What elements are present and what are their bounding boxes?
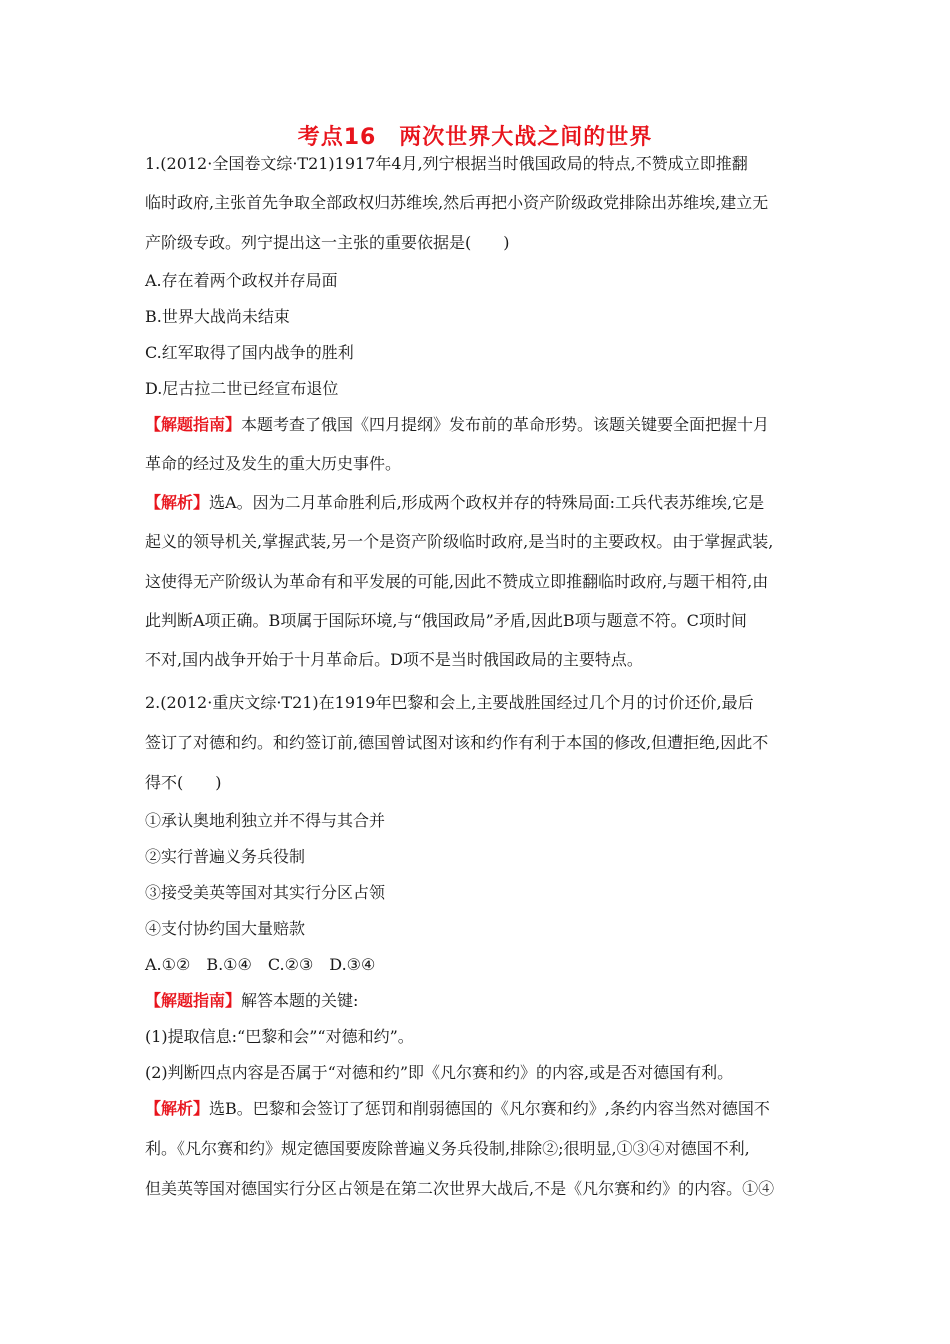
q1-option-c: C.红军取得了国内战争的胜利	[145, 343, 354, 362]
q1-analysis-line: 不对,国内战争开始于十月革命后。D项不是当时俄国政局的主要特点。	[145, 650, 643, 669]
q2-item: ③接受美英等国对其实行分区占领	[145, 883, 386, 902]
q1-stem-line: 1.(2012·全国卷文综·T21)1917年4月,列宁根据当时俄国政局的特点,不赞成立即推翻	[145, 154, 748, 173]
q2-guide-line: (1)提取信息:“巴黎和会”“对德和约”。	[145, 1027, 414, 1046]
q1-analysis-line: 此判断A项正确。B项属于国际环境,与“俄国政局”矛盾,因此B项与题意不符。C项时间	[145, 611, 747, 630]
q1-option-b: B.世界大战尚未结束	[145, 307, 290, 326]
q1-option-d: D.尼古拉二世已经宣布退位	[145, 379, 339, 398]
analysis-tag: 【解析】	[145, 493, 210, 512]
q2-item: ②实行普遍义务兵役制	[145, 847, 306, 866]
q1-analysis-line: 这使得无产阶级认为革命有和平发展的可能,因此不赞成立即推翻临时政府,与题干相符,由	[145, 572, 769, 591]
q1-option-a: A.存在着两个政权并存局面	[145, 271, 338, 290]
q2-analysis-line: 利。《凡尔赛和约》规定德国要废除普遍义务兵役制,排除②;很明显,①③④对德国不利,	[145, 1139, 750, 1158]
q1-stem-line: 产阶级专政。列宁提出这一主张的重要依据是( )	[145, 233, 510, 252]
q2-guide-line	[145, 990, 810, 1012]
q1-analysis-line	[145, 492, 810, 514]
guide-tag: 【解题指南】	[145, 991, 242, 1010]
analysis-tag: 【解析】	[145, 1099, 210, 1118]
q1-guide-line: 革命的经过及发生的重大历史事件。	[145, 454, 402, 473]
q2-guide-head: 解答本题的关键:	[241, 991, 359, 1010]
q1-analysis-line: 起义的领导机关,掌握武装,另一个是资产阶级临时政府,是当时的主要政权。由于掌握武装,	[145, 532, 774, 551]
q2-analysis-text: 选B。巴黎和会签订了惩罚和削弱德国的《凡尔赛和约》,条约内容当然对德国不	[209, 1099, 770, 1118]
q2-stem-line: 2.(2012·重庆文综·T21)在1919年巴黎和会上,主要战胜国经过几个月的讨价还价,最后	[145, 693, 754, 712]
q1-guide-text: 本题考查了俄国《四月提纲》发布前的革命形势。该题关键要全面把握十月	[241, 415, 770, 434]
q2-stem-line: 得不( )	[145, 773, 222, 792]
q2-item: ①承认奥地利独立并不得与其合并	[145, 811, 386, 830]
guide-tag: 【解题指南】	[145, 415, 242, 434]
q2-analysis-line: 但美英等国对德国实行分区占领是在第二次世界大战后,不是《凡尔赛和约》的内容。①④	[145, 1179, 775, 1198]
q2-choices: A.①② B.①④ C.②③ D.③④	[145, 955, 376, 974]
q1-analysis-text: 选A。因为二月革命胜利后,形成两个政权并存的特殊局面:工兵代表苏维埃,它是	[209, 493, 765, 512]
q2-stem-line: 签订了对德和约。和约签订前,德国曾试图对该和约作有利于本国的修改,但遭拒绝,因此不	[145, 733, 769, 752]
q2-analysis-line	[145, 1098, 810, 1120]
q2-item: ④支付协约国大量赔款	[145, 919, 306, 938]
page-title: 考点16 两次世界大战之间的世界	[297, 125, 653, 150]
q1-stem-line: 临时政府,主张首先争取全部政权归苏维埃,然后再把小资产阶级政党排除出苏维埃,建立无	[145, 193, 769, 212]
q2-guide-line: (2)判断四点内容是否属于“对德和约”即《凡尔赛和约》的内容,或是否对德国有利。	[145, 1063, 734, 1082]
q1-guide-line	[145, 414, 810, 436]
